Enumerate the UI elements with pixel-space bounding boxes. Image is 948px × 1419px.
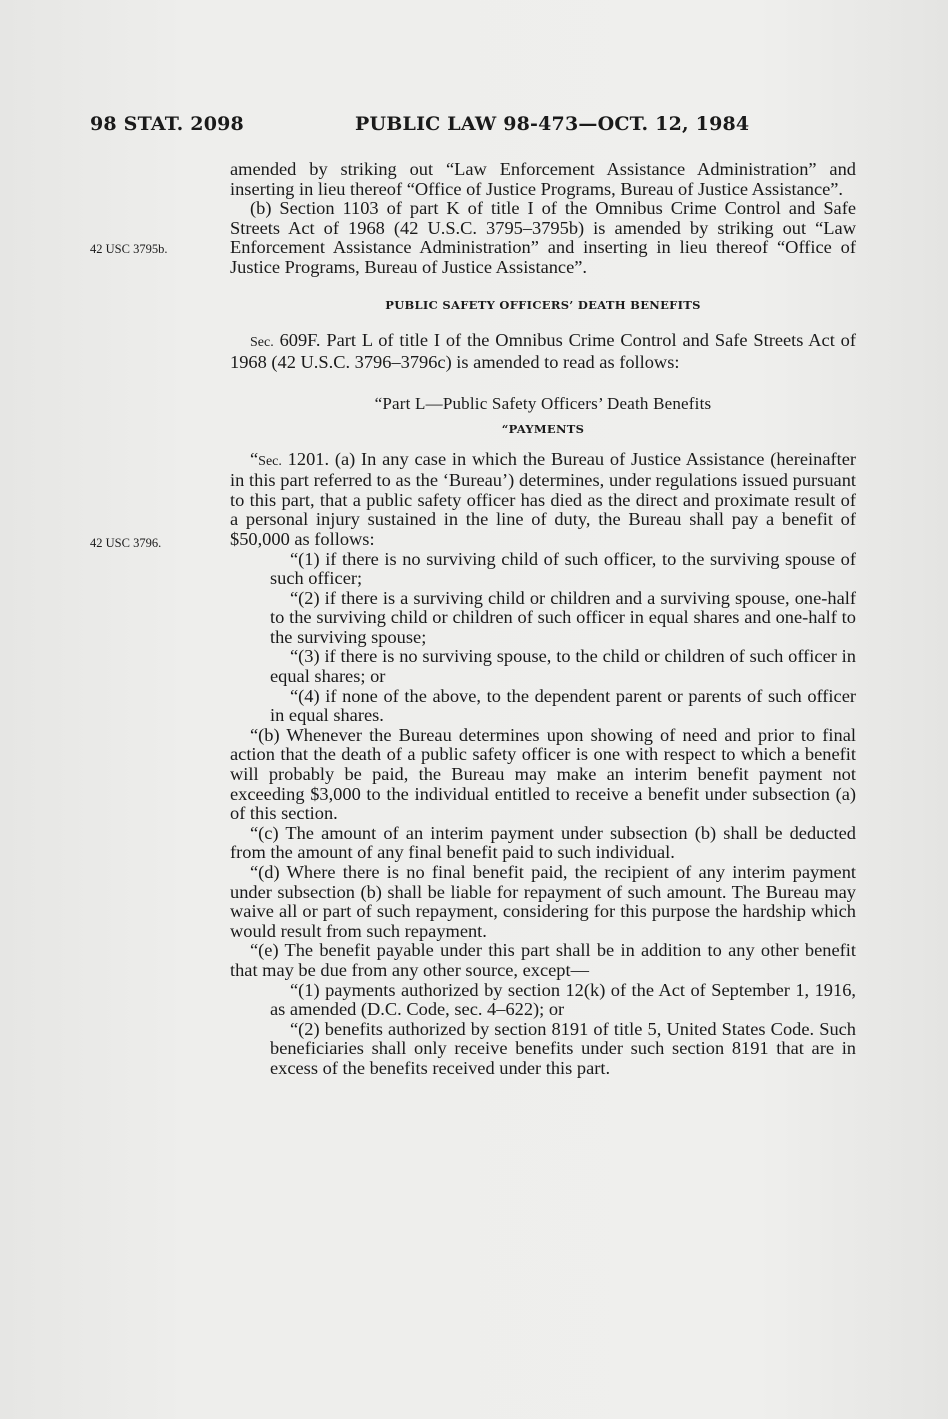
open-quote: “ bbox=[250, 448, 259, 469]
paragraph-section-1103: (b) Section 1103 of part K of title I of the Omnibus Crime Control and Safe Streets Act of 1968 (42 U.S.C. 3795–3795b) is amended by striking out “Law Enforcement Assistance Administration” and inserting in lieu thereof “Office of Justice Programs, Bureau of Justice Assistance”. bbox=[230, 198, 856, 277]
margin-citation-3796: 42 USC 3796. bbox=[90, 536, 162, 550]
sec-label: Sec. bbox=[258, 453, 282, 469]
page-header bbox=[90, 113, 870, 143]
part-l-heading: “Part L—Public Safety Officers’ Death Benefits bbox=[374, 394, 712, 414]
paragraph-sec-609f bbox=[230, 331, 856, 372]
list-item-1: “(1) if there is no surviving child of such officer, to the surviving spouse of such officer; bbox=[270, 548, 856, 589]
sec-609f-text: 609F. Part L of title I of the Omnibus Crime Control and Safe Streets Act of 1968 (42 U.S.C. 3796–3796c) is amended to read as follows: bbox=[230, 330, 856, 372]
margin-citation-3795b: 42 USC 3795b. bbox=[90, 242, 168, 256]
paragraph-subsection-e: “(e) The benefit payable under this part shall be in addition to any other benefit that may be due from any other source, except— bbox=[230, 940, 856, 980]
list-item-e2: “(2) benefits authorized by section 8191 of title 5, United States Code. Such beneficiaries shall only receive benefits under such section 8191 that are in excess of the benefits received under this part. bbox=[270, 1018, 856, 1078]
document-body bbox=[230, 160, 856, 1079]
paragraph-subsection-d: “(d) Where there is no final benefit paid, the recipient of any interim payment under subsection (b) shall be liable for repayment of such amount. The Bureau may waive all or part of such repayment, considering for this purpose the hardship which would result from such repayment. bbox=[230, 862, 856, 941]
list-item-3: “(3) if there is no surviving spouse, to the child or children of such officer in equal shares; or bbox=[270, 646, 856, 687]
sec-1201-text: 1201. (a) In any case in which the Bureau of Justice Assistance (hereinafter in this part referred to as the ‘Bureau’) determines, under regulations issued pursuant to this part, that a public safety officer has died as the direct and proximate result of a personal injury sustained in the line of duty, the Bureau shall pay a benefit of $50,000 as follows: bbox=[230, 448, 856, 549]
paragraph-sec-1201 bbox=[230, 450, 856, 550]
paragraph-amended: amended by striking out “Law Enforcement Assistance Administration” and inserting in lieu thereof “Office of Justice Programs, Bureau of Justice Assistance”. bbox=[230, 159, 856, 199]
section-heading-death-benefits: PUBLIC SAFETY OFFICERS’ DEATH BENEFITS bbox=[385, 297, 701, 312]
sec-label: Sec. bbox=[250, 335, 274, 351]
paragraph-subsection-b: “(b) Whenever the Bureau determines upon showing of need and prior to final action that the death of a public safety officer is one with respect to which a benefit will probably be paid, the Bureau may make an interim benefit payment not exceeding $3,000 to the individual entitled to receive a benefit under subsection (a) of this section. bbox=[230, 724, 856, 824]
list-item-4: “(4) if none of the above, to the dependent parent or parents of such officer in equal shares. bbox=[270, 685, 856, 726]
list-item-2: “(2) if there is a surviving child or children and a surviving spouse, one-half to the surviving child or children of such officer in equal shares and one-half to the surviving spouse; bbox=[270, 587, 856, 647]
paragraph-subsection-c: “(c) The amount of an interim payment under subsection (b) shall be deducted from the amount of any final benefit paid to such individual. bbox=[230, 822, 856, 863]
statute-page-number: 98 STAT. 2098 bbox=[90, 113, 244, 135]
list-item-e1: “(1) payments authorized by section 12(k) of the Act of September 1, 1916, as amended (D.C. Code, sec. 4–622); or bbox=[270, 979, 856, 1020]
payments-heading: “PAYMENTS bbox=[501, 421, 585, 436]
public-law-title: PUBLIC LAW 98-473—OCT. 12, 1984 bbox=[355, 113, 750, 135]
